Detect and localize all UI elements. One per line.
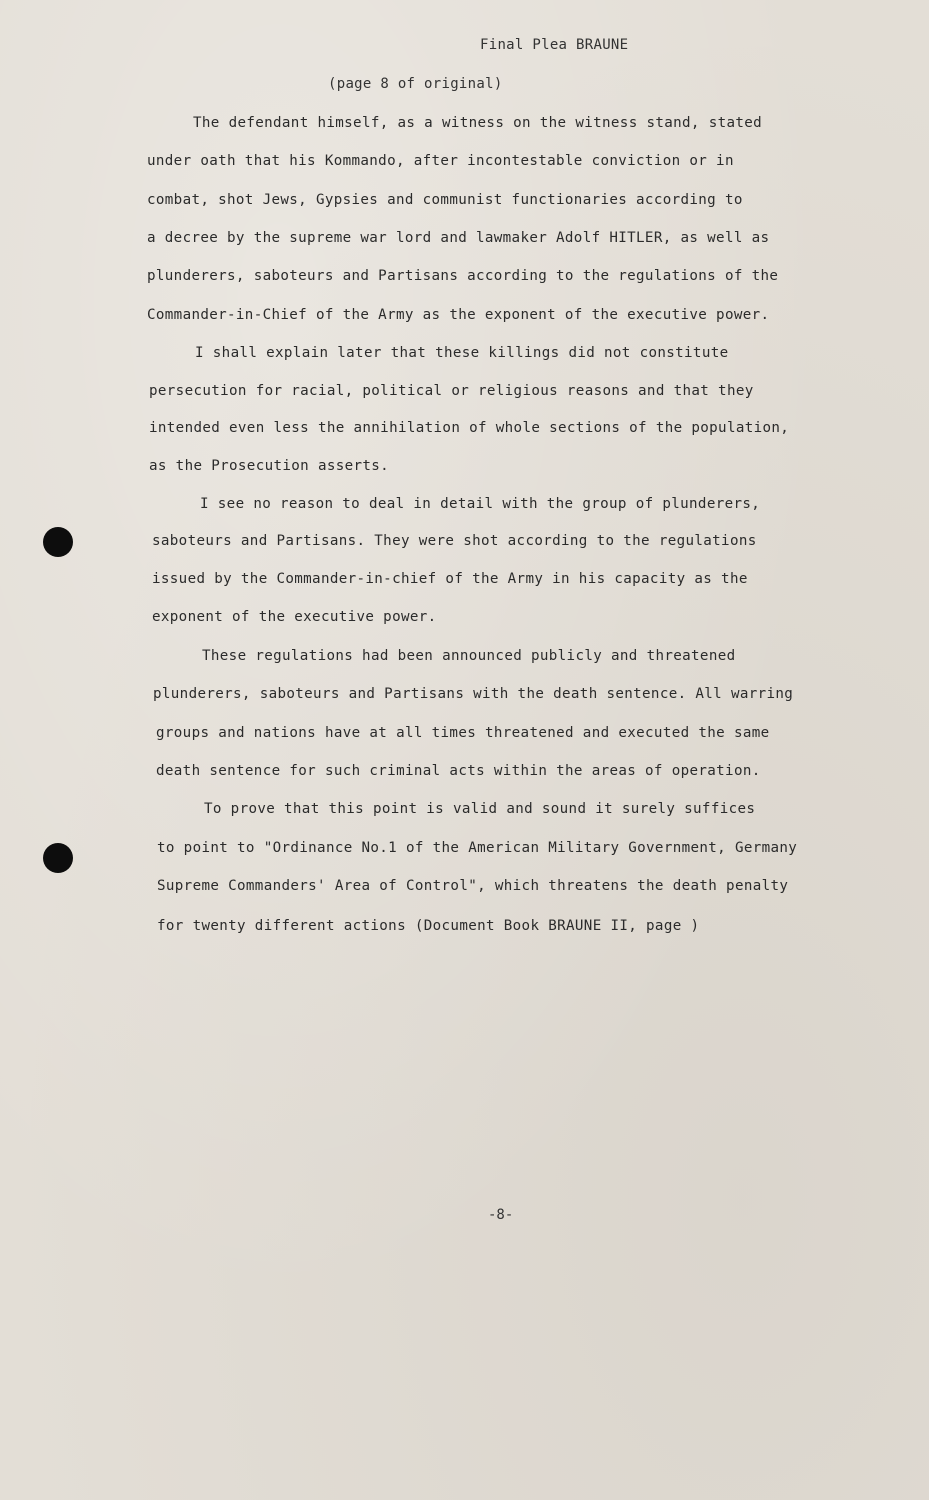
text-line: I shall explain later that these killings did not constitute bbox=[195, 345, 729, 361]
text-line: combat, shot Jews, Gypsies and communist functionaries according to bbox=[147, 192, 743, 208]
text-line: To prove that this point is valid and sound it surely suffices bbox=[204, 801, 756, 817]
text-line: for twenty different actions (Document Book BRAUNE II, page ) bbox=[157, 918, 700, 934]
text-line: issued by the Commander-in-chief of the Army in his capacity as the bbox=[152, 571, 748, 587]
text-line: plunderers, saboteurs and Partisans according to the regulations of the bbox=[147, 268, 779, 284]
text-line: I see no reason to deal in detail with the group of plunderers, bbox=[200, 496, 761, 512]
text-line: as the Prosecution asserts. bbox=[149, 458, 390, 474]
page-number: -8- bbox=[488, 1207, 514, 1223]
punch-hole bbox=[43, 843, 73, 873]
document-title: Final Plea BRAUNE bbox=[480, 37, 629, 53]
text-line: exponent of the executive power. bbox=[152, 609, 437, 625]
text-line: saboteurs and Partisans. They were shot according to the regulations bbox=[152, 533, 757, 549]
text-line: persecution for racial, political or religious reasons and that they bbox=[149, 383, 754, 399]
text-line: plunderers, saboteurs and Partisans with the death sentence. All warring bbox=[153, 686, 794, 702]
punch-hole bbox=[43, 527, 73, 557]
text-line: Supreme Commanders' Area of Control", which threatens the death penalty bbox=[157, 878, 789, 894]
text-line: Commander-in-Chief of the Army as the exponent of the executive power. bbox=[147, 307, 770, 323]
text-line: These regulations had been announced publicly and threatened bbox=[202, 648, 736, 664]
text-line: groups and nations have at all times threatened and executed the same bbox=[156, 725, 770, 741]
text-line: a decree by the supreme war lord and lawmaker Adolf HITLER, as well as bbox=[147, 230, 770, 246]
text-line: death sentence for such criminal acts within the areas of operation. bbox=[156, 763, 761, 779]
original-page-reference: (page 8 of original) bbox=[328, 76, 503, 92]
text-line: under oath that his Kommando, after incontestable conviction or in bbox=[147, 153, 734, 169]
text-line: intended even less the annihilation of whole sections of the population, bbox=[149, 420, 790, 436]
text-line: The defendant himself, as a witness on the witness stand, stated bbox=[193, 115, 763, 131]
text-line: to point to "Ordinance No.1 of the American Military Government, Germany bbox=[157, 840, 798, 856]
